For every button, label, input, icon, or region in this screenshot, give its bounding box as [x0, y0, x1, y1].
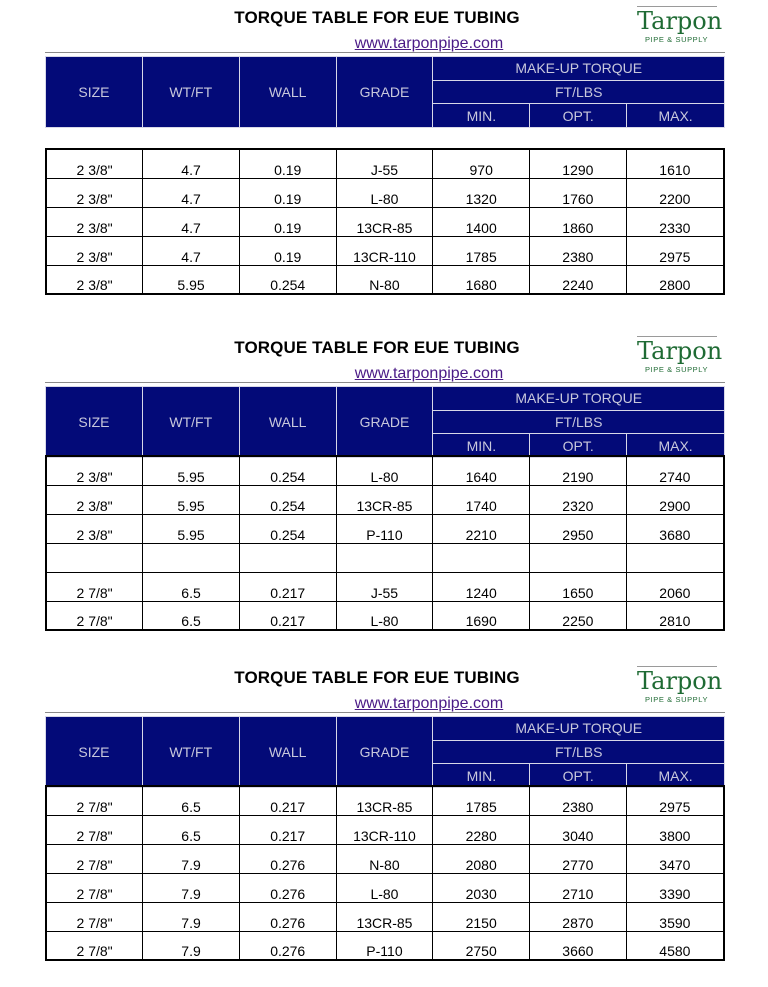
cell-max: 2060	[626, 572, 724, 601]
cell-size: 2 7/8"	[46, 844, 143, 873]
cell-min: 1400	[433, 207, 530, 236]
header-opt: OPT.	[530, 104, 627, 128]
divider	[45, 52, 725, 53]
cell-opt	[530, 543, 627, 572]
logo-wordmark: Tarpon	[637, 667, 723, 695]
tarpon-logo	[637, 6, 723, 46]
header-min: MIN.	[433, 104, 530, 128]
header-size: SIZE	[46, 57, 143, 128]
cell-opt: 1760	[530, 178, 627, 207]
table-row	[46, 178, 724, 207]
cell-opt: 2380	[530, 236, 627, 265]
table-title: TORQUE TABLE FOR EUE TUBING	[234, 8, 520, 27]
logo-wordmark: Tarpon	[637, 7, 723, 35]
header-size: SIZE	[46, 387, 143, 458]
logo-tagline: PIPE & SUPPLY	[645, 695, 709, 704]
cell-wt-ft	[143, 543, 240, 572]
cell-size: 2 3/8"	[46, 485, 143, 514]
table-row	[46, 601, 724, 630]
cell-wall: 0.217	[239, 815, 336, 844]
divider	[45, 382, 725, 383]
cell-wall: 0.276	[239, 844, 336, 873]
cell-min: 2030	[433, 873, 530, 902]
cell-min: 1320	[433, 178, 530, 207]
header-wt-ft: WT/FT	[142, 387, 239, 458]
cell-min: 1740	[433, 485, 530, 514]
cell-wt-ft: 4.7	[143, 236, 240, 265]
cell-grade: L-80	[336, 873, 433, 902]
cell-wt-ft: 6.5	[143, 601, 240, 630]
cell-grade: 13CR-110	[336, 815, 433, 844]
cell-opt: 2950	[530, 514, 627, 543]
cell-wall: 0.217	[239, 601, 336, 630]
cell-wall: 0.254	[239, 514, 336, 543]
table-header	[45, 386, 725, 458]
header-units: FT/LBS	[433, 80, 725, 104]
cell-wall: 0.276	[239, 873, 336, 902]
cell-grade: N-80	[336, 844, 433, 873]
table-row	[46, 844, 724, 873]
cell-max: 3390	[626, 873, 724, 902]
tarpon-logo	[637, 666, 723, 706]
header-wall: WALL	[239, 57, 336, 128]
cell-wall: 0.19	[239, 207, 336, 236]
cell-grade: 13CR-85	[336, 786, 433, 815]
header-units: FT/LBS	[433, 740, 725, 764]
cell-size: 2 3/8"	[46, 236, 143, 265]
cell-wall: 0.217	[239, 572, 336, 601]
cell-size: 2 7/8"	[46, 601, 143, 630]
cell-grade: L-80	[336, 601, 433, 630]
cell-opt: 1650	[530, 572, 627, 601]
cell-wt-ft: 4.7	[143, 178, 240, 207]
table-header	[45, 716, 725, 788]
logo-wordmark: Tarpon	[637, 337, 723, 365]
cell-size: 2 3/8"	[46, 456, 143, 485]
table-row	[46, 514, 724, 543]
cell-grade: 13CR-85	[336, 207, 433, 236]
cell-opt: 3040	[530, 815, 627, 844]
cell-max: 3470	[626, 844, 724, 873]
cell-size: 2 3/8"	[46, 207, 143, 236]
cell-max: 2900	[626, 485, 724, 514]
cell-min: 1680	[433, 265, 530, 294]
header-makeup-torque: MAKE-UP TORQUE	[433, 57, 725, 81]
cell-grade: J-55	[336, 149, 433, 178]
cell-wt-ft: 4.7	[143, 207, 240, 236]
cell-size: 2 7/8"	[46, 931, 143, 960]
logo-tagline: PIPE & SUPPLY	[645, 35, 709, 44]
cell-grade: 13CR-85	[336, 902, 433, 931]
cell-wt-ft: 6.5	[143, 815, 240, 844]
cell-min: 2210	[433, 514, 530, 543]
header-makeup-torque: MAKE-UP TORQUE	[433, 717, 725, 741]
table-row	[46, 931, 724, 960]
cell-size: 2 3/8"	[46, 514, 143, 543]
cell-opt: 1290	[530, 149, 627, 178]
cell-wall	[239, 543, 336, 572]
cell-opt: 2870	[530, 902, 627, 931]
website-link[interactable]: www.tarponpipe.com	[354, 695, 504, 712]
torque-table-section	[0, 660, 768, 987]
header-makeup-torque: MAKE-UP TORQUE	[433, 387, 725, 411]
cell-wt-ft: 5.95	[143, 485, 240, 514]
table-row	[46, 265, 724, 294]
cell-wall: 0.19	[239, 178, 336, 207]
cell-min: 2280	[433, 815, 530, 844]
table-row	[46, 572, 724, 601]
cell-opt: 3660	[530, 931, 627, 960]
cell-max: 2810	[626, 601, 724, 630]
divider	[45, 712, 725, 713]
cell-max: 2200	[626, 178, 724, 207]
table-row	[46, 485, 724, 514]
cell-wall: 0.276	[239, 931, 336, 960]
cell-min: 1785	[433, 236, 530, 265]
header-max: MAX.	[627, 104, 725, 128]
tarpon-logo	[637, 336, 723, 376]
cell-min: 1640	[433, 456, 530, 485]
cell-wall: 0.19	[239, 236, 336, 265]
website-link[interactable]: www.tarponpipe.com	[354, 35, 504, 52]
cell-opt: 2380	[530, 786, 627, 815]
cell-max: 3590	[626, 902, 724, 931]
cell-max: 2740	[626, 456, 724, 485]
header-wall: WALL	[239, 387, 336, 458]
cell-size	[46, 543, 143, 572]
header-max: MAX.	[627, 434, 725, 458]
cell-max: 3680	[626, 514, 724, 543]
cell-grade: N-80	[336, 265, 433, 294]
cell-opt: 2250	[530, 601, 627, 630]
website-link[interactable]: www.tarponpipe.com	[354, 365, 504, 382]
header-opt: OPT.	[530, 764, 627, 788]
header-min: MIN.	[433, 434, 530, 458]
cell-wt-ft: 6.5	[143, 786, 240, 815]
header-grade: GRADE	[336, 387, 433, 458]
cell-wall: 0.276	[239, 902, 336, 931]
cell-wt-ft: 4.7	[143, 149, 240, 178]
cell-wall: 0.19	[239, 149, 336, 178]
cell-wt-ft: 5.95	[143, 265, 240, 294]
table-row	[46, 236, 724, 265]
cell-min: 1785	[433, 786, 530, 815]
cell-min: 2150	[433, 902, 530, 931]
cell-wt-ft: 6.5	[143, 572, 240, 601]
cell-wall: 0.254	[239, 265, 336, 294]
torque-data-table	[45, 148, 725, 295]
header-min: MIN.	[433, 764, 530, 788]
header-wt-ft: WT/FT	[142, 57, 239, 128]
cell-wall: 0.217	[239, 786, 336, 815]
torque-table-section	[0, 330, 768, 660]
cell-opt: 2240	[530, 265, 627, 294]
cell-min: 1240	[433, 572, 530, 601]
cell-min: 2750	[433, 931, 530, 960]
cell-max: 1610	[626, 149, 724, 178]
cell-min	[433, 543, 530, 572]
cell-wt-ft: 5.95	[143, 514, 240, 543]
table-row	[46, 786, 724, 815]
cell-opt: 2710	[530, 873, 627, 902]
cell-size: 2 7/8"	[46, 572, 143, 601]
table-title: TORQUE TABLE FOR EUE TUBING	[234, 338, 520, 357]
cell-opt: 1860	[530, 207, 627, 236]
cell-size: 2 7/8"	[46, 815, 143, 844]
header-units: FT/LBS	[433, 410, 725, 434]
table-row	[46, 456, 724, 485]
torque-table-section	[0, 0, 768, 330]
cell-grade: P-110	[336, 931, 433, 960]
table-row	[46, 815, 724, 844]
cell-opt: 2320	[530, 485, 627, 514]
table-row	[46, 543, 724, 572]
cell-size: 2 3/8"	[46, 265, 143, 294]
cell-max: 2975	[626, 786, 724, 815]
cell-opt: 2190	[530, 456, 627, 485]
cell-grade: L-80	[336, 178, 433, 207]
logo-tagline: PIPE & SUPPLY	[645, 365, 709, 374]
header-grade: GRADE	[336, 717, 433, 788]
cell-wall: 0.254	[239, 456, 336, 485]
cell-wt-ft: 7.9	[143, 931, 240, 960]
torque-data-table	[45, 455, 725, 631]
cell-size: 2 3/8"	[46, 178, 143, 207]
cell-max	[626, 543, 724, 572]
cell-max: 2330	[626, 207, 724, 236]
cell-opt: 2770	[530, 844, 627, 873]
cell-grade: L-80	[336, 456, 433, 485]
header-grade: GRADE	[336, 57, 433, 128]
cell-wall: 0.254	[239, 485, 336, 514]
header-wt-ft: WT/FT	[142, 717, 239, 788]
cell-wt-ft: 7.9	[143, 873, 240, 902]
cell-size: 2 3/8"	[46, 149, 143, 178]
cell-max: 3800	[626, 815, 724, 844]
cell-grade: P-110	[336, 514, 433, 543]
header-max: MAX.	[627, 764, 725, 788]
cell-max: 2800	[626, 265, 724, 294]
cell-size: 2 7/8"	[46, 786, 143, 815]
cell-min: 970	[433, 149, 530, 178]
table-header	[45, 56, 725, 128]
header-opt: OPT.	[530, 434, 627, 458]
table-row	[46, 207, 724, 236]
table-row	[46, 902, 724, 931]
cell-wt-ft: 7.9	[143, 902, 240, 931]
cell-size: 2 7/8"	[46, 873, 143, 902]
header-wall: WALL	[239, 717, 336, 788]
cell-grade: J-55	[336, 572, 433, 601]
cell-wt-ft: 5.95	[143, 456, 240, 485]
cell-size: 2 7/8"	[46, 902, 143, 931]
cell-min: 1690	[433, 601, 530, 630]
cell-grade: 13CR-85	[336, 485, 433, 514]
cell-max: 4580	[626, 931, 724, 960]
cell-grade: 13CR-110	[336, 236, 433, 265]
table-row	[46, 149, 724, 178]
cell-min: 2080	[433, 844, 530, 873]
table-row	[46, 873, 724, 902]
torque-data-table	[45, 785, 725, 961]
table-title: TORQUE TABLE FOR EUE TUBING	[234, 668, 520, 687]
cell-wt-ft: 7.9	[143, 844, 240, 873]
cell-grade	[336, 543, 433, 572]
cell-max: 2975	[626, 236, 724, 265]
header-size: SIZE	[46, 717, 143, 788]
